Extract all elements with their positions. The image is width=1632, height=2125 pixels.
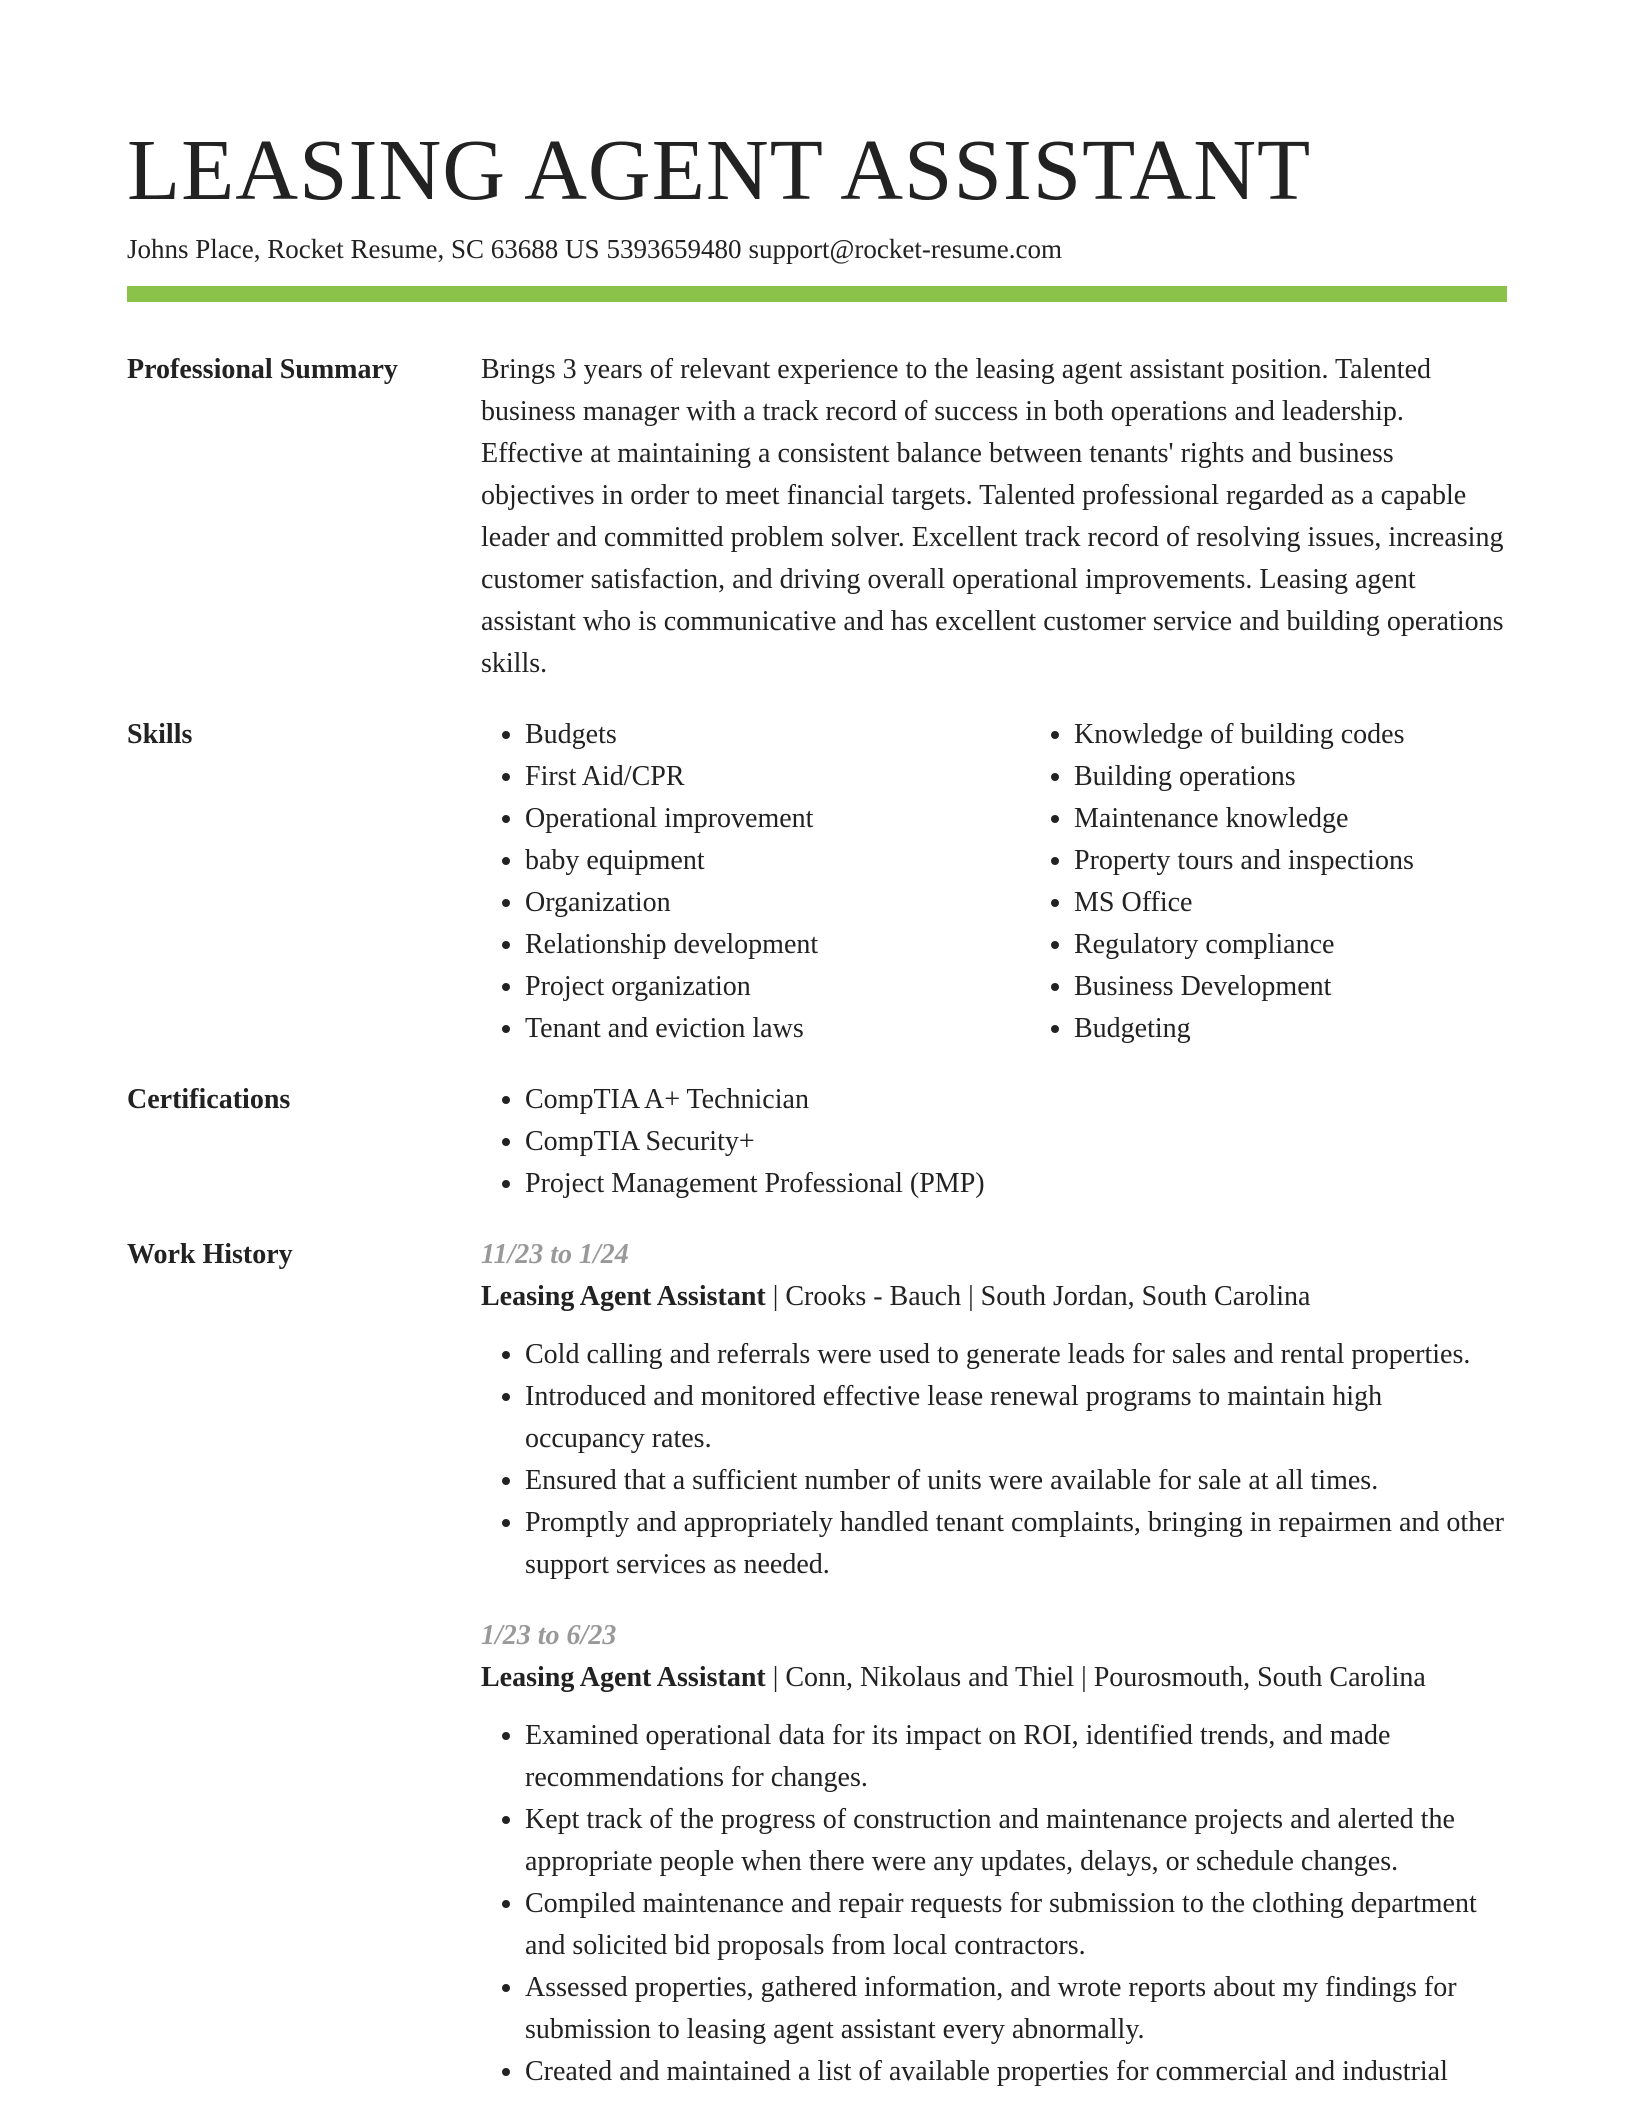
job-bullet: • Examined operational data for its impact on ROI, identified trends, and made recommendations for changes. <box>525 1715 1507 1799</box>
resume-page <box>127 120 1507 2125</box>
resume-name: LEASING AGENT ASSISTANT <box>127 121 1312 218</box>
job-bullet: • Assessed properties, gathered information, and wrote reports about my findings for submission to leasing agent assistant every abnormally. <box>525 1967 1507 2051</box>
contact-email: support@rocket-resume.com <box>748 234 1063 264</box>
skill-item: • Maintenance knowledge <box>1074 798 1579 840</box>
skill-item: • Budgeting <box>1074 1008 1579 1050</box>
skill-item: • baby equipment <box>525 840 1030 882</box>
summary-heading: Professional Summary <box>127 354 398 385</box>
job-dates: 1/23 to 6/23 <box>481 1620 617 1651</box>
job-entry <box>481 1234 1507 1586</box>
work-history-section <box>127 1237 1507 2125</box>
skill-item: • Regulatory compliance <box>1074 924 1579 966</box>
skill-item: • Tenant and eviction laws <box>525 1008 1030 1050</box>
job-heading <box>481 1276 1507 1318</box>
skills-list-right <box>1030 714 1579 1050</box>
job-dates: 11/23 to 1/24 <box>481 1239 629 1270</box>
skill-item: • Building operations <box>1074 756 1579 798</box>
contact-address: Johns Place, Rocket Resume, SC 63688 US <box>127 234 600 264</box>
skills-list-left <box>481 714 1030 1050</box>
skill-item: • Operational improvement <box>525 798 1030 840</box>
certification-item: • CompTIA A+ Technician <box>525 1079 1507 1121</box>
skill-item: • Business Development <box>1074 966 1579 1008</box>
skill-item: • Knowledge of building codes <box>1074 714 1579 756</box>
job-title: Leasing Agent Assistant <box>481 1281 766 1312</box>
job-bullets <box>481 1715 1507 2093</box>
skill-item: • Organization <box>525 882 1030 924</box>
job-bullets <box>481 1334 1507 1586</box>
skills-heading: Skills <box>127 719 193 750</box>
job-details: | Conn, Nikolaus and Thiel | Pourosmouth, South Carolina <box>765 1662 1426 1693</box>
job-bullet: • Introduced and monitored effective lease renewal programs to maintain high occupancy rates. <box>525 1376 1507 1460</box>
job-bullet: • Created and maintained a list of available properties for commercial and industrial <box>525 2051 1507 2093</box>
certification-item: • Project Management Professional (PMP) <box>525 1163 1507 1205</box>
job-bullet: • Ensured that a sufficient number of units were available for sale at all times. <box>525 1460 1507 1502</box>
skill-item: • First Aid/CPR <box>525 756 1030 798</box>
job-bullet: • Promptly and appropriately handled tenant complaints, bringing in repairmen and other support services as needed. <box>525 1502 1507 1586</box>
header-divider <box>127 286 1507 302</box>
job-heading <box>481 1657 1507 1699</box>
summary-section <box>127 352 1507 685</box>
skill-item: • MS Office <box>1074 882 1579 924</box>
summary-text: Brings 3 years of relevant experience to the leasing agent assistant position. Talented business manager with a track record of success in both operations and leadership. Effective at maintaining a consistent balance between tenants' rights and business objectives in order to meet financial targets. Talented professional regarded as a capable leader and committed problem solver. Excellent track record of resolving issues, increasing customer satisfaction, and driving overall operational improvements. Leasing agent assistant who is communicative and has excellent customer service and building operations skills. <box>481 354 1504 679</box>
job-bullet: • Cold calling and referrals were used to generate leads for sales and rental properties. <box>525 1334 1507 1376</box>
job-title: Leasing Agent Assistant <box>481 1662 766 1693</box>
contact-line <box>127 232 1507 266</box>
job-bullet: • Kept track of the progress of construction and maintenance projects and alerted the appropriate people when there were any updates, delays, or schedule changes. <box>525 1799 1507 1883</box>
job-entry <box>481 1615 1507 2093</box>
certifications-heading: Certifications <box>127 1084 291 1115</box>
skill-item: • Budgets <box>525 714 1030 756</box>
skills-section <box>127 717 1507 1050</box>
skill-item: • Project organization <box>525 966 1030 1008</box>
skill-item: • Property tours and inspections <box>1074 840 1579 882</box>
certifications-list <box>481 1079 1507 1205</box>
certifications-section <box>127 1082 1507 1205</box>
skill-item: • Relationship development <box>525 924 1030 966</box>
job-details: | Crooks - Bauch | South Jordan, South Carolina <box>765 1281 1311 1312</box>
work-history-heading: Work History <box>127 1239 293 1270</box>
contact-phone: 5393659480 <box>606 234 742 264</box>
job-bullet: • Compiled maintenance and repair requests for submission to the clothing department and solicited bid proposals from local contractors. <box>525 1883 1507 1967</box>
certification-item: • CompTIA Security+ <box>525 1121 1507 1163</box>
